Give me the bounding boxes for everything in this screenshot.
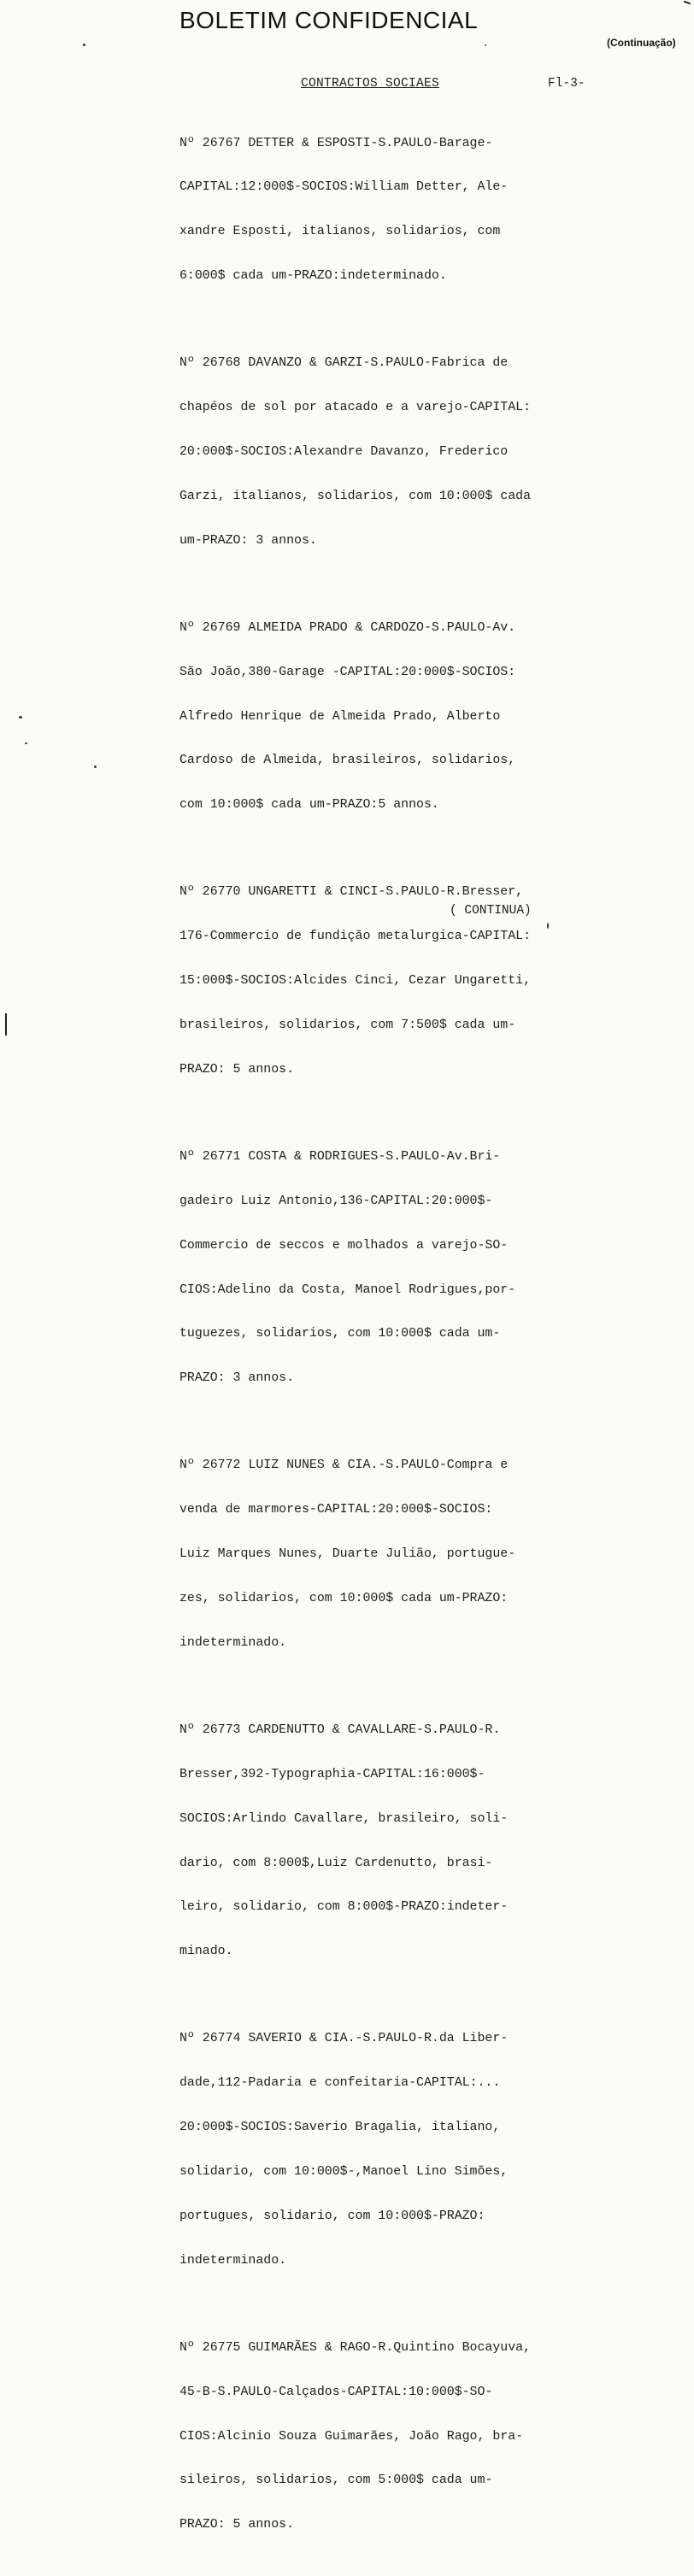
entry-line: com 10:000$ cada um-PRAZO:5 annos. [179, 798, 439, 813]
entry-line: Bresser,392-Typographia-CAPITAL:16:000$- [179, 1767, 485, 1781]
folio-number: Fl-3- [548, 77, 585, 91]
entry-line: Nº 26768 DAVANZO & GARZI-S.PAULO-Fabrica de [179, 356, 509, 371]
contract-entry [179, 591, 585, 842]
entry-line: Alfredo Henrique de Almeida Prado, Alberto [179, 709, 501, 724]
contract-entry [179, 1429, 585, 1681]
entry-line: CIOS:Adelino da Costa, Manoel Rodrigues,por- [179, 1282, 516, 1297]
scan-speck [94, 766, 97, 768]
entry-line: Nº 26775 GUIMARÃES & RAGO-R.Quintino Bocayuva, [179, 2340, 532, 2355]
entry-line: um-PRAZO: 3 annos. [179, 533, 317, 548]
entry-line: 20:000$-SOCIOS:Saverio Bragalia, italiano, [179, 2121, 501, 2135]
entry-line: Nº 26772 LUIZ NUNES & CIA.-S.PAULO-Compra e [179, 1458, 509, 1473]
contract-entries-list [179, 107, 585, 2576]
scan-speck [83, 44, 85, 46]
entry-line: Nº 26774 SAVERIO & CIA.-S.PAULO-R.da Liber- [179, 2032, 509, 2046]
contract-entry [179, 2003, 585, 2298]
scan-speck [547, 923, 549, 929]
scan-edge-line [684, 1, 691, 5]
entry-line: Cardoso de Almeida, brasileiros, solidarios, [179, 754, 516, 768]
entry-line: 176-Commercio de fundição metalurgica-CAPITAL: [179, 930, 532, 944]
contract-entry [179, 1120, 585, 1416]
entry-line: indeterminado. [179, 2253, 287, 2268]
entry-line: CIOS:Alcinio Souza Guimarães, João Rago, bra- [179, 2429, 524, 2444]
scan-speck [19, 716, 22, 719]
entry-line: CAPITAL:12:000$-SOCIOS:William Detter, Ale- [179, 180, 509, 195]
entry-line: zes, solidarios, com 10:000$ cada um-PRAZO: [179, 1592, 509, 1605]
entry-line: xandre Esposti, italianos, solidarios, com [179, 225, 501, 239]
entry-line: gadeiro Luiz Antonio,136-CAPITAL:20:000$- [179, 1194, 493, 1208]
entry-line: portugues, solidario, com 10:000$-PRAZO: [179, 2209, 485, 2223]
entry-line: dade,112-Padaria e confeitaria-CAPITAL:... [179, 2076, 501, 2091]
entry-line: Commercio de seccos e molhados a varejo-SO- [179, 1238, 509, 1253]
entry-line: Nº 26770 UNGARETTI & CINCI-S.PAULO-R.Bresser, [179, 885, 524, 900]
entry-line: PRAZO: 5 annos. [179, 1062, 295, 1077]
entry-line: Luiz Marques Nunes, Duarte Julião, portugue- [179, 1547, 516, 1562]
page-title: BOLETIM CONFIDENCIAL [179, 7, 479, 33]
entry-line: Nº 26769 ALMEIDA PRADO & CARDOZO-S.PAULO-Av. [179, 620, 516, 635]
entry-line: venda de marmores-CAPITAL:20:000$-SOCIOS: [179, 1503, 493, 1517]
entry-line: chapéos de sol por atacado e a varejo-CAPITAL: [179, 401, 532, 415]
scan-speck [25, 742, 27, 744]
contract-entry [179, 1693, 585, 1989]
entry-line: solidario, com 10:000$-,Manoel Lino Simões, [179, 2164, 509, 2179]
scan-edge-line [5, 1013, 7, 1036]
entry-line: PRAZO: 3 annos. [179, 1371, 295, 1386]
entry-line: 20:000$-SOCIOS:Alexandre Davanzo, Frederico [179, 445, 509, 460]
entry-line: PRAZO: 5 annos. [179, 2518, 295, 2532]
contract-entry [179, 2311, 585, 2562]
entry-line: minado. [179, 1945, 233, 1959]
entry-line: 45-B-S.PAULO-Calçados-CAPITAL:10:000$-SO- [179, 2385, 493, 2399]
section-heading: CONTRACTOS SOCIAES [301, 77, 440, 91]
scan-speck [485, 44, 486, 46]
entry-line: Garzi, italianos, solidarios, com 10:000$ cada [179, 489, 532, 503]
entry-line: São João,380-Garage -CAPITAL:20:000$-SOCIOS: [179, 665, 516, 679]
entry-line: dario, com 8:000$,Luiz Cardenutto, brasi- [179, 1856, 493, 1870]
entry-line: brasileiros, solidarios, com 7:500$ cada um- [179, 1018, 516, 1033]
entry-line: leiro, solidario, com 8:000$-PRAZO:indeter- [179, 1900, 509, 1915]
entry-line: 6:000$ cada um-PRAZO:indeterminado. [179, 269, 447, 284]
entry-line: Nº 26767 DETTER & ESPOSTI-S.PAULO-Barage- [179, 136, 493, 150]
contract-entry [179, 107, 585, 314]
entry-line: indeterminado. [179, 1635, 287, 1650]
entry-line: sileiros, solidarios, com 5:000$ cada um- [179, 2473, 493, 2488]
entry-line: tuguezes, solidarios, com 10:000$ cada um- [179, 1327, 501, 1341]
entry-line: SOCIOS:Arlindo Cavallare, brasileiro, soli- [179, 1811, 509, 1826]
entry-line: 15:000$-SOCIOS:Alcides Cinci, Cezar Ungaretti, [179, 974, 532, 989]
contract-entry [179, 327, 585, 578]
entry-line: Nº 26771 COSTA & RODRIGUES-S.PAULO-Av.Bri- [179, 1149, 501, 1164]
continuation-label: (Continuação) [607, 37, 676, 49]
contract-entry [179, 856, 585, 1107]
continues-note: ( CONTINUA) [450, 904, 532, 918]
entry-line: Nº 26773 CARDENUTTO & CAVALLARE-S.PAULO-R. [179, 1722, 501, 1737]
